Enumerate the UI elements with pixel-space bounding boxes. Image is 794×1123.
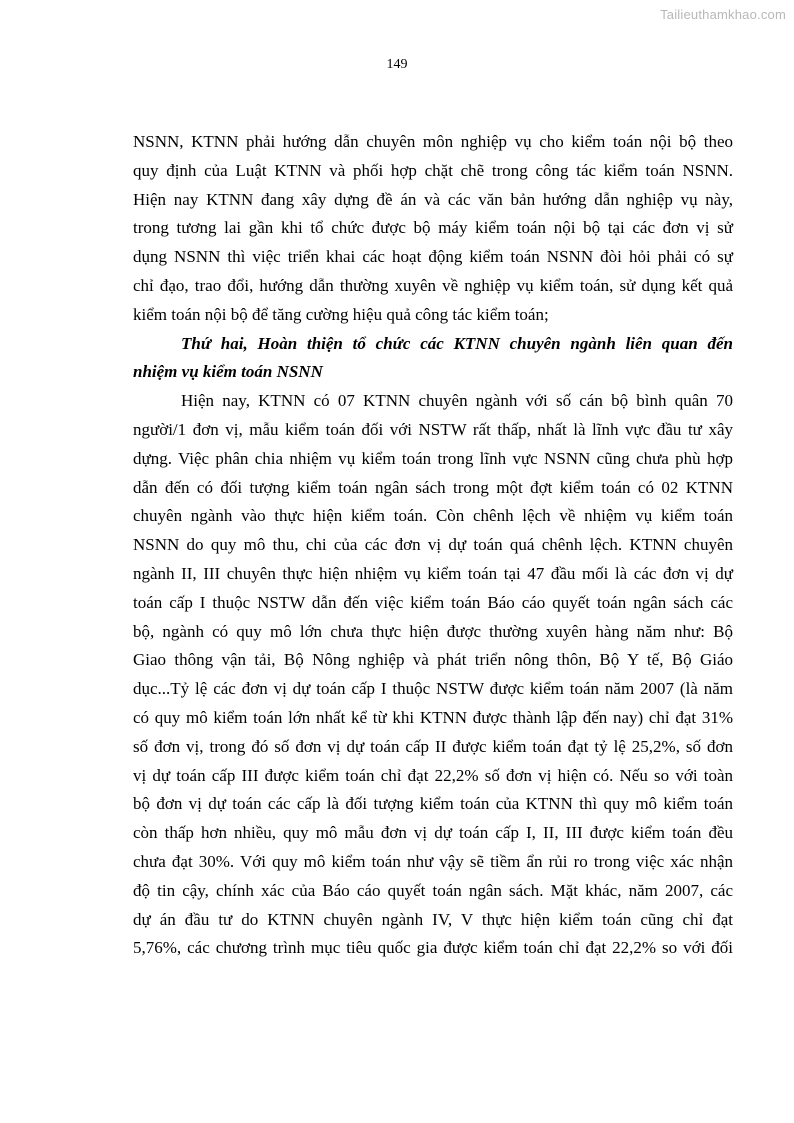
text-line: chuyên ngành vào thực hiện kiểm toán. Còn chênh lệch về nhiệm vụ kiểm toán: [133, 506, 733, 526]
text-line: kiểm toán nội bộ để tăng cường hiệu quả công tác kiểm toán;: [133, 304, 549, 324]
text-line: người/1 đơn vị, mẫu kiểm toán đối với NSTW rất thấp, nhất là lĩnh vực đầu tư xây: [133, 419, 733, 439]
text-line: số đơn vị, trong đó số đơn vị dự toán cấp II được kiểm toán đạt tỷ lệ 25,2%, số đơn: [133, 736, 733, 756]
page-number: 149: [386, 57, 408, 72]
text-line: có quy mô kiểm toán lớn nhất kể từ khi KTNN được thành lập đến nay) chỉ đạt 31%: [133, 707, 733, 727]
text-line: 5,76%, các chương trình mục tiêu quốc gia được kiểm toán chỉ đạt 22,2% so với đối: [133, 938, 733, 958]
text-line: dẫn đến có đối tượng kiểm toán ngân sách trong một đợt kiểm toán có 02 KTNN: [133, 477, 733, 497]
text-line: dự án đầu tư do KTNN chuyên ngành IV, V thực hiện kiểm toán cũng chỉ đạt: [133, 909, 733, 929]
text-line: Hiện nay KTNN đang xây dựng đề án và các văn bản hướng dẫn nghiệp vụ này,: [133, 189, 733, 209]
text-line: Giao thông vận tải, Bộ Nông nghiệp và phát triển nông thôn, Bộ Y tế, Bộ Giáo: [133, 650, 733, 670]
text-line: còn thấp hơn nhiều, quy mô mẫu đơn vị dự toán cấp I, II, III được kiểm toán đều: [133, 823, 733, 843]
text-line: độ tin cậy, chính xác của Báo cáo quyết toán ngân sách. Mặt khác, năm 2007, các: [133, 880, 733, 900]
heading-line: Thứ hai, Hoàn thiện tổ chức các KTNN chuyên ngành liên quan đến: [181, 333, 733, 353]
text-line: dụng NSNN thì việc triển khai các hoạt động kiểm toán NSNN đòi hỏi phải có sự: [133, 247, 733, 267]
text-line: chỉ đạo, trao đổi, hướng dẫn thường xuyên về nghiệp vụ kiểm toán, sử dụng kết quả: [133, 275, 733, 295]
text-line: bộ đơn vị dự toán các cấp là đối tượng kiểm toán của KTNN thì quy mô kiểm toán: [133, 794, 733, 814]
text-line: toán cấp I thuộc NSTW dẫn đến việc kiểm toán Báo cáo quyết toán ngân sách các: [133, 592, 733, 612]
text-line: dựng. Việc phân chia nhiệm vụ kiểm toán trong lĩnh vực NSNN cũng chưa phù hợp: [133, 448, 733, 468]
text-line: Hiện nay, KTNN có 07 KTNN chuyên ngành với số cán bộ bình quân 70: [181, 391, 733, 411]
text-line: dục...Tỷ lệ các đơn vị dự toán cấp I thuộc NSTW được kiểm toán năm 2007 (là năm: [133, 679, 733, 699]
text-line: chưa đạt 30%. Với quy mô kiểm toán như vậy sẽ tiềm ẩn rủi ro trong việc xác nhận: [133, 851, 733, 871]
paragraph: [133, 128, 733, 330]
heading-line: nhiệm vụ kiểm toán NSNN: [133, 362, 323, 382]
text-line: ngành II, III chuyên thực hiện nhiệm vụ kiểm toán tại 47 đầu mối là các đơn vị dự: [133, 563, 733, 583]
text-line: NSNN, KTNN phải hướng dẫn chuyên môn nghiệp vụ cho kiểm toán nội bộ theo: [133, 132, 733, 151]
text-line: vị dự toán cấp III được kiểm toán chỉ đạt 22,2% số đơn vị hiện có. Nếu so với toàn: [133, 765, 733, 785]
paragraph: [133, 387, 733, 963]
watermark-text: Tailieuthamkhao.com: [660, 7, 786, 22]
document-body: [133, 128, 733, 963]
text-line: trong tương lai gần khi tổ chức được bộ máy kiểm toán nội bộ tại các đơn vị sử: [133, 218, 733, 238]
section-heading: [133, 330, 733, 388]
text-line: quy định của Luật KTNN và phối hợp chặt chẽ trong công tác kiểm toán NSNN.: [133, 160, 733, 180]
text-line: NSNN do quy mô thu, chi của các đơn vị dự toán quá chênh lệch. KTNN chuyên: [133, 535, 733, 555]
text-line: bộ, ngành có quy mô lớn chưa thực hiện được thường xuyên hàng năm như: Bộ: [133, 621, 733, 641]
